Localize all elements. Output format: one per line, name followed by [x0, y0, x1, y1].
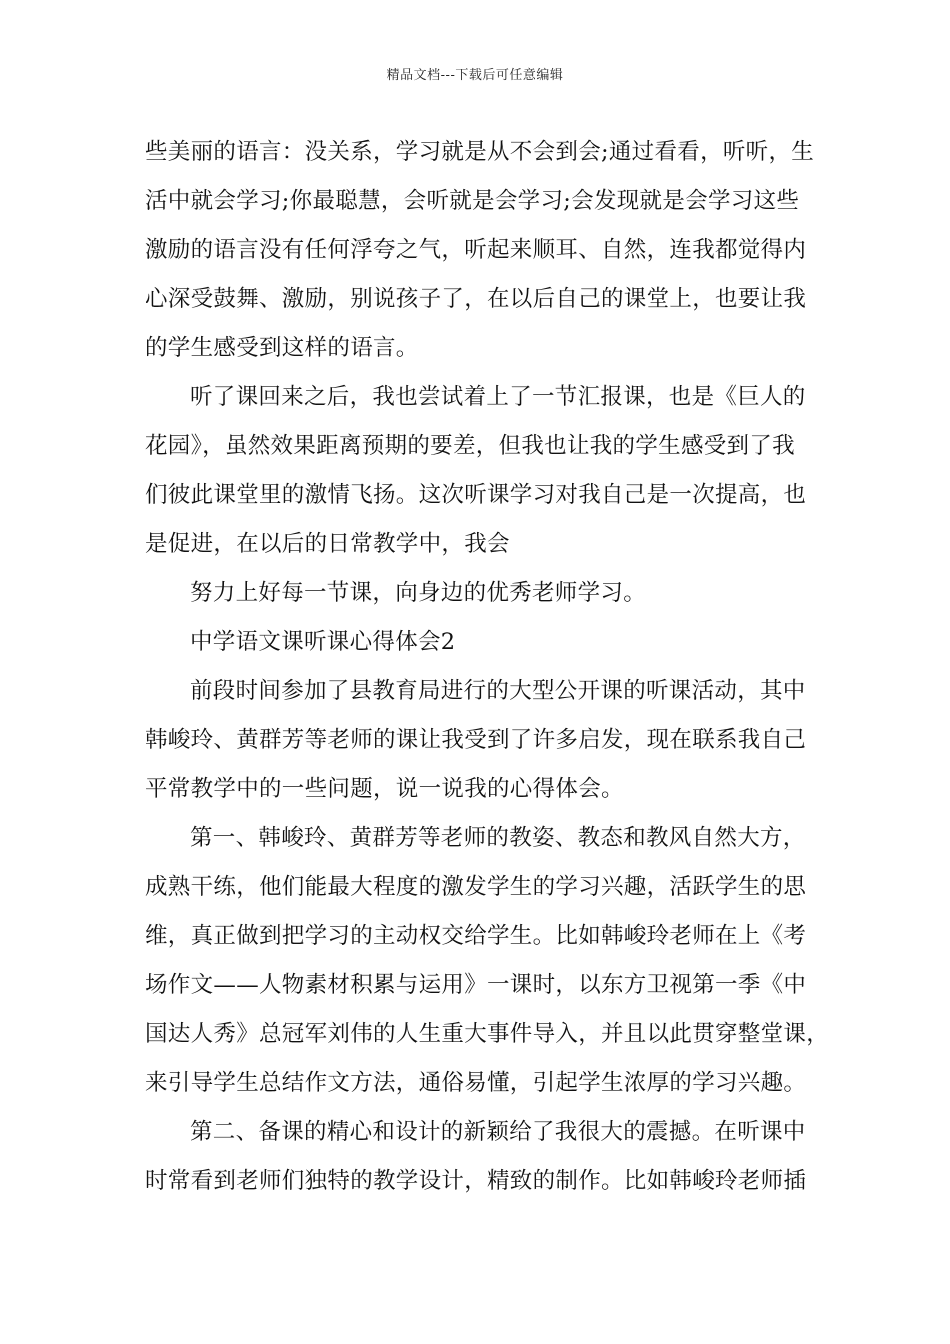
- paragraph-start-line: 第二、备课的精心和设计的新颖给了我很大的震撼。在听课中: [190, 1119, 806, 1145]
- text-line: 时常看到老师们独特的教学设计，精致的制作。比如韩峻玲老师插: [145, 1168, 807, 1194]
- paragraph-start-line: 听了课回来之后，我也尝试着上了一节汇报课，也是《巨人的: [190, 384, 806, 410]
- text-line: 活中就会学习;你最聪慧，会听就是会学习;会发现就是会学习这些: [145, 188, 800, 214]
- text-line: 心深受鼓舞、激励，别说孩子了，在以后自己的课堂上，也要让我: [145, 286, 807, 312]
- text-line: 们彼此课堂里的激情飞扬。这次听课学习对我自己是一次提高，也: [145, 482, 807, 508]
- paragraph-start-line: 努力上好每一节课，向身边的优秀老师学习。: [190, 580, 647, 606]
- text-line: 花园》，虽然效果距离预期的要差，但我也让我的学生感受到了我: [145, 433, 795, 459]
- section-heading: 中学语文课听课心得体会2: [190, 629, 456, 655]
- text-line: 来引导学生总结作文方法，通俗易懂，引起学生浓厚的学习兴趣。: [145, 1070, 807, 1096]
- paragraph-start-line: 前段时间参加了县教育局进行的大型公开课的听课活动，其中: [190, 678, 806, 704]
- text-line: 国达人秀》总冠军刘伟的人生重大事件导入，并且以此贯穿整堂课，: [145, 1021, 830, 1047]
- text-line: 维，真正做到把学习的主动权交给学生。比如韩峻玲老师在上《考: [145, 923, 807, 949]
- text-line: 成熟干练，他们能最大程度的激发学生的学习兴趣，活跃学生的思: [145, 874, 807, 900]
- text-line: 激励的语言没有任何浮夸之气，听起来顺耳、自然，连我都觉得内: [145, 237, 807, 263]
- paragraph-start-line: 第一、韩峻玲、黄群芳等老师的教姿、教态和教风自然大方，: [190, 825, 806, 851]
- text-line: 场作文——人物素材积累与运用》一课时，以东方卫视第一季《中: [145, 972, 807, 998]
- text-line: 是促进，在以后的日常教学中，我会: [145, 531, 510, 557]
- text-line: 平常教学中的一些问题，说一说我的心得体会。: [145, 776, 624, 802]
- page-header: 精品文档---下载后可任意编辑: [386, 68, 564, 83]
- document-body: [145, 128, 830, 1206]
- text-line: 些美丽的语言：没关系，学习就是从不会到会;通过看看，听听，生: [145, 139, 815, 165]
- text-line: 的学生感受到这样的语言。: [145, 335, 419, 361]
- text-line: 韩峻玲、黄群芳等老师的课让我受到了许多启发，现在联系我自己: [145, 727, 807, 753]
